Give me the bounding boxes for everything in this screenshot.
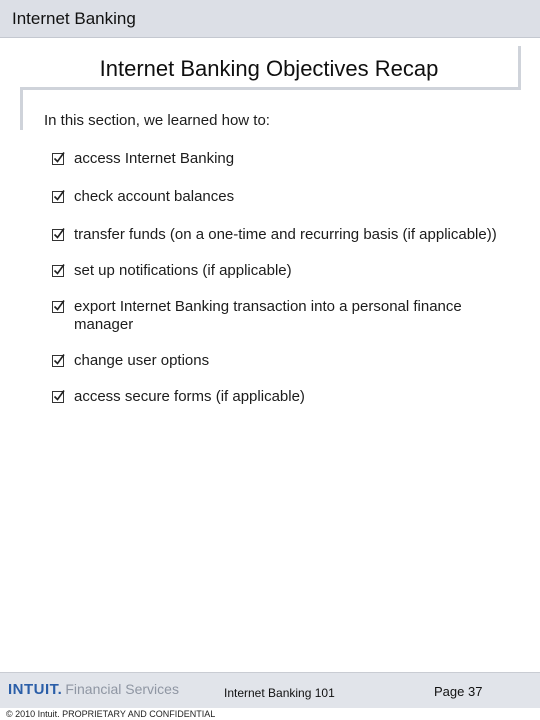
checkbox-checked-icon <box>52 191 64 203</box>
checkbox-checked-icon <box>52 265 64 277</box>
objective-text: export Internet Banking transaction into a personal finance manager <box>74 298 462 333</box>
header-bar <box>0 0 540 38</box>
objectives-list <box>52 150 502 406</box>
title-left-rule <box>20 90 23 130</box>
page-number: Page 37 <box>434 684 483 699</box>
logo-brand: INTUIT. <box>8 681 63 698</box>
objective-item <box>52 262 502 280</box>
checkbox-checked-icon <box>52 229 64 241</box>
objective-text: access Internet Banking <box>74 150 235 167</box>
intro-text: In this section, we learned how to: <box>44 112 270 129</box>
objective-item <box>52 226 502 244</box>
objective-item <box>52 188 502 206</box>
objective-item <box>52 150 502 168</box>
slide-title: Internet Banking Objectives Recap <box>99 56 439 81</box>
logo-services: Financial Services <box>65 681 179 697</box>
intuit-logo <box>8 681 179 698</box>
checkbox-checked-icon <box>52 391 64 403</box>
footer-course-title: Internet Banking 101 <box>224 686 335 700</box>
header-title: Internet Banking <box>12 9 136 28</box>
objective-item <box>52 352 502 370</box>
objective-text: check account balances <box>74 188 235 205</box>
objective-text: change user options <box>74 352 210 369</box>
checkbox-checked-icon <box>52 301 64 313</box>
objective-text: set up notifications (if applicable) <box>74 262 292 279</box>
checkbox-checked-icon <box>52 153 64 165</box>
objective-text: access secure forms (if applicable) <box>74 388 305 405</box>
objective-item <box>52 298 502 334</box>
objective-item <box>52 388 502 406</box>
checkbox-checked-icon <box>52 355 64 367</box>
copyright-text: © 2010 Intuit. PROPRIETARY AND CONFIDENTIAL <box>6 709 216 719</box>
objective-text: transfer funds (on a one-time and recurring basis (if applicable)) <box>74 226 497 243</box>
